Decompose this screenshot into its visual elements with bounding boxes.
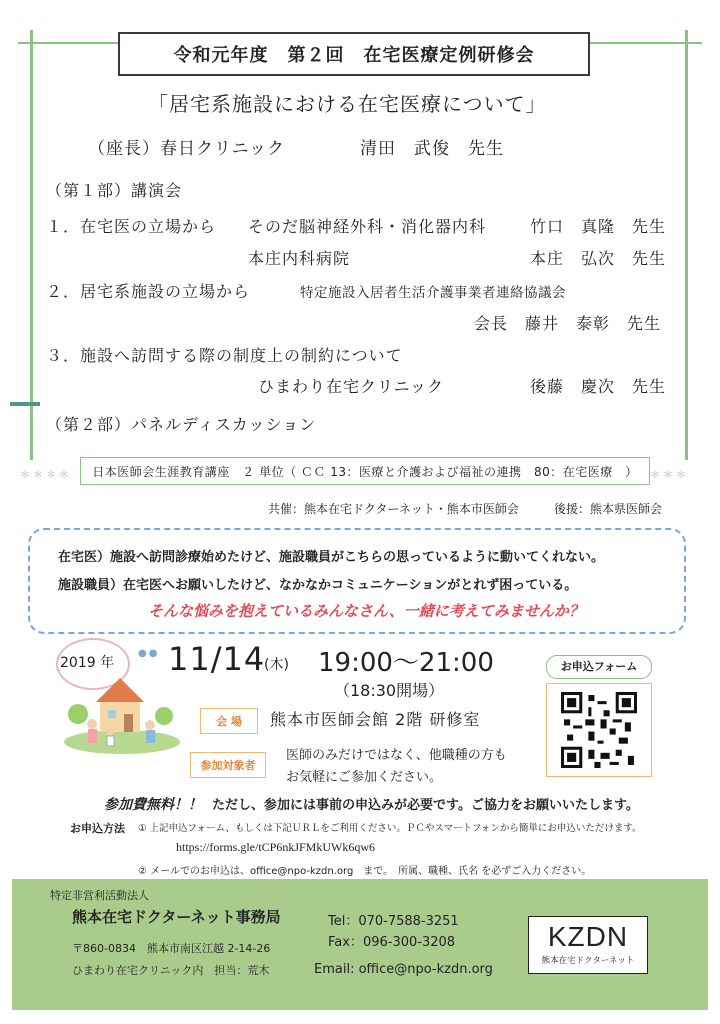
chair-name: 清田 武俊 先生 (360, 139, 504, 159)
form-url-link[interactable]: https://forms.gle/tCP6nkJFMkUWk6qw6 (176, 840, 376, 854)
catch-copy: そんな悩みを抱えているみんなさん、一緒に考えてみませんか？ (148, 602, 584, 620)
part2-heading: （第２部）パネルディスカッション (46, 415, 317, 434)
method-1-text: ① 上記申込フォーム、もしくは下記ＵＲＬをご利用ください。ＰＣやスマートフォンから簡単にお申込いただけます。 (138, 823, 642, 834)
lecture-1-title: １．在宅医の立場から (46, 217, 217, 236)
page-subtitle: 「居宅系施設における在宅医療について」 (148, 92, 547, 116)
venue-text: 熊本市医師会館 2階 研修室 (270, 710, 481, 729)
lecture-1-org: そのだ脳神経外科・消化器内科 (248, 217, 487, 236)
registration-note: ただし、参加には事前の申込みが必要です。ご協力をお願いいたします。 (212, 798, 639, 813)
target-line-1: 医師のみだけではなく、他職種の方も (286, 748, 507, 763)
event-weekday: (木) (264, 657, 289, 673)
lecture-2-speaker: 会長 藤井 泰彰 先生 (474, 314, 662, 333)
lecture-2-org: 特定施設入居者生活介護事業者連絡協議会 (300, 285, 566, 301)
concern-staff: 施設職員）在宅医へお願いしたけど、なかなかコミュニケーションがとれず困っている。 (58, 578, 578, 593)
method-label: お申込方法 (70, 822, 125, 835)
concern-doctor: 在宅医）施設へ訪問診療始めたけど、施設職員がこちらの思っているように動いてくれない。 (58, 550, 605, 565)
logo-main-text: KZDN (547, 921, 629, 952)
frame-left-tick (10, 402, 40, 406)
org-email-link[interactable]: Email: office@npo-kzdn.org (314, 962, 493, 977)
lecture-3-title: ３．施設へ訪問する際の制度上の制約について (46, 346, 403, 365)
chair-label: （座長）春日クリニック (88, 139, 285, 159)
org-tel: Tel：070-7588-3251 (328, 914, 459, 929)
kzdn-logo (528, 916, 648, 974)
lecture-2-title: ２．居宅系施設の立場から (46, 282, 251, 301)
method-2-post: まで。 所属、職種、氏名 を必ずご入力ください。 (363, 866, 592, 877)
house-family-illustration (60, 668, 184, 756)
page-title: 令和元年度 第２回 在宅医療定例研修会 (118, 32, 590, 76)
dots-right: ＊＊＊ (650, 470, 689, 481)
org-type: 特定非営利活動法人 (50, 889, 149, 902)
target-label: 参加対象者 (190, 752, 266, 778)
lecture-3-org: ひまわり在宅クリニック (258, 377, 445, 396)
event-time: 19:00～21:00 (318, 648, 494, 678)
event-year: 2019 年 (60, 655, 115, 671)
org-name: 熊本在宅ドクターネット事務局 (72, 908, 281, 926)
org-contact-person: ひまわり在宅クリニック内 担当：荒木 (72, 964, 270, 977)
org-address: 〒860-0834 熊本市南区江越 2-14-26 (72, 942, 271, 955)
chairperson (88, 134, 504, 159)
target-line-2: お気軽にご参加ください。 (286, 770, 443, 785)
form-label: お申込フォーム (546, 655, 652, 679)
qr-code-icon (561, 692, 637, 768)
frame-left-line (30, 30, 33, 460)
venue-label: 会 場 (200, 708, 258, 734)
cme-credit-box: 日本医師会生涯教育講座 ２ 単位（ ＣＣ 13：医療と介護および福祉の連携 80：在宅医療 ） (80, 457, 650, 485)
free-admission: 参加費無料！！ (104, 797, 202, 813)
event-date: 11/14 (168, 640, 266, 678)
method-2-pre: ② メールでのお申込は、 (138, 866, 250, 877)
support-text: 後援：熊本県医師会 (554, 502, 663, 516)
lecture-3-speaker: 後藤 慶次 先生 (530, 377, 667, 396)
lecture-1b-org: 本庄内科病院 (248, 249, 351, 268)
qr-code-frame[interactable] (546, 683, 652, 777)
dots-left: ＊＊＊＊ (20, 470, 72, 481)
part1-heading: （第１部）講演会 (46, 181, 183, 200)
logo-sub-text: 熊本在宅ドクターネット (541, 956, 635, 966)
org-fax: Fax：096-300-3208 (328, 935, 456, 950)
dots-date: ●● (138, 648, 160, 659)
cohost-text: 共催：熊本在宅ドクターネット・熊本市医師会 (268, 502, 519, 516)
event-open-time: （18:30開場） (334, 681, 445, 700)
lecture-1-speaker: 竹口 真隆 先生 (530, 217, 667, 236)
method-2-text (138, 862, 591, 877)
lecture-1b-speaker: 本庄 弘次 先生 (530, 249, 667, 268)
frame-right-line (685, 30, 688, 460)
method-2-email-link[interactable]: office@npo-kzdn.org (249, 866, 354, 877)
